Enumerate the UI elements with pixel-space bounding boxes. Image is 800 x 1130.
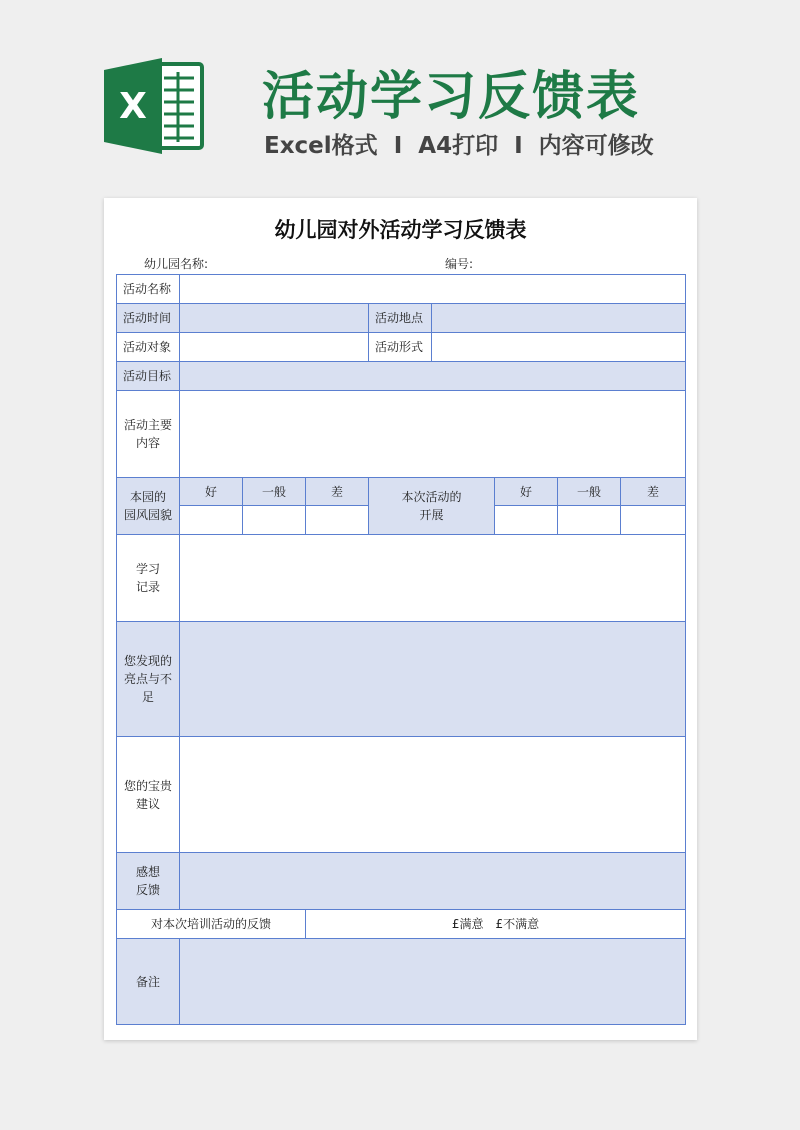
advice-field[interactable]	[180, 737, 686, 853]
findings-label: 您发现的 亮点与不 足	[117, 622, 180, 737]
campus-rating-normal: 一般	[243, 478, 306, 506]
satisfaction-options[interactable]: £满意 £不满意	[306, 910, 686, 939]
activity-form-label: 活动形式	[369, 333, 432, 362]
activity-name-field[interactable]	[180, 275, 686, 304]
subtitle-separator: I	[514, 133, 523, 159]
activity-rating-normal: 一般	[558, 478, 621, 506]
activity-goal-field[interactable]	[180, 362, 686, 391]
feedback-form-table	[116, 274, 686, 1025]
number-label: 编号:	[445, 257, 474, 271]
feeling-label: 感想 反馈	[117, 853, 180, 910]
activity-target-field[interactable]	[180, 333, 369, 362]
kindergarten-name-label: 幼儿园名称:	[144, 257, 209, 271]
study-record-label: 学习 记录	[117, 535, 180, 622]
campus-normal-field[interactable]	[243, 506, 306, 535]
findings-field[interactable]	[180, 622, 686, 737]
activity-development-label: 本次活动的 开展	[369, 478, 495, 535]
activity-form-field[interactable]	[432, 333, 686, 362]
banner-title: 活动学习反馈表	[262, 67, 641, 127]
study-record-field[interactable]	[180, 535, 686, 622]
activity-rating-good: 好	[495, 478, 558, 506]
feeling-field[interactable]	[180, 853, 686, 910]
main-content-label: 活动主要 内容	[117, 391, 180, 478]
activity-normal-field[interactable]	[558, 506, 621, 535]
remark-field[interactable]	[180, 939, 686, 1025]
campus-rating-good: 好	[180, 478, 243, 506]
activity-time-field[interactable]	[180, 304, 369, 333]
document-title: 幼儿园对外活动学习反馈表	[274, 218, 527, 242]
remark-label: 备注	[117, 939, 180, 1025]
training-feedback-label: 对本次培训活动的反馈	[117, 910, 306, 939]
activity-goal-label: 活动目标	[117, 362, 180, 391]
activity-target-label: 活动对象	[117, 333, 180, 362]
activity-rating-bad: 差	[621, 478, 686, 506]
document-sheet	[104, 198, 697, 1040]
activity-bad-field[interactable]	[621, 506, 686, 535]
advice-label: 您的宝贵 建议	[117, 737, 180, 853]
campus-rating-bad: 差	[306, 478, 369, 506]
main-content-field[interactable]	[180, 391, 686, 478]
banner-subtitle	[264, 127, 654, 160]
activity-name-label: 活动名称	[117, 275, 180, 304]
campus-bad-field[interactable]	[306, 506, 369, 535]
campus-style-label: 本园的 园风园貌	[117, 478, 180, 535]
campus-good-field[interactable]	[180, 506, 243, 535]
activity-good-field[interactable]	[495, 506, 558, 535]
activity-place-label: 活动地点	[369, 304, 432, 333]
subtitle-separator: I	[393, 133, 403, 159]
activity-place-field[interactable]	[432, 304, 686, 333]
activity-time-label: 活动时间	[117, 304, 180, 333]
subtitle-format: Excel格式	[264, 133, 378, 159]
subtitle-editable: 内容可修改	[538, 133, 654, 159]
subtitle-print: A4打印	[418, 133, 499, 159]
logo-letter: X	[119, 86, 147, 127]
excel-logo-icon	[104, 58, 204, 154]
